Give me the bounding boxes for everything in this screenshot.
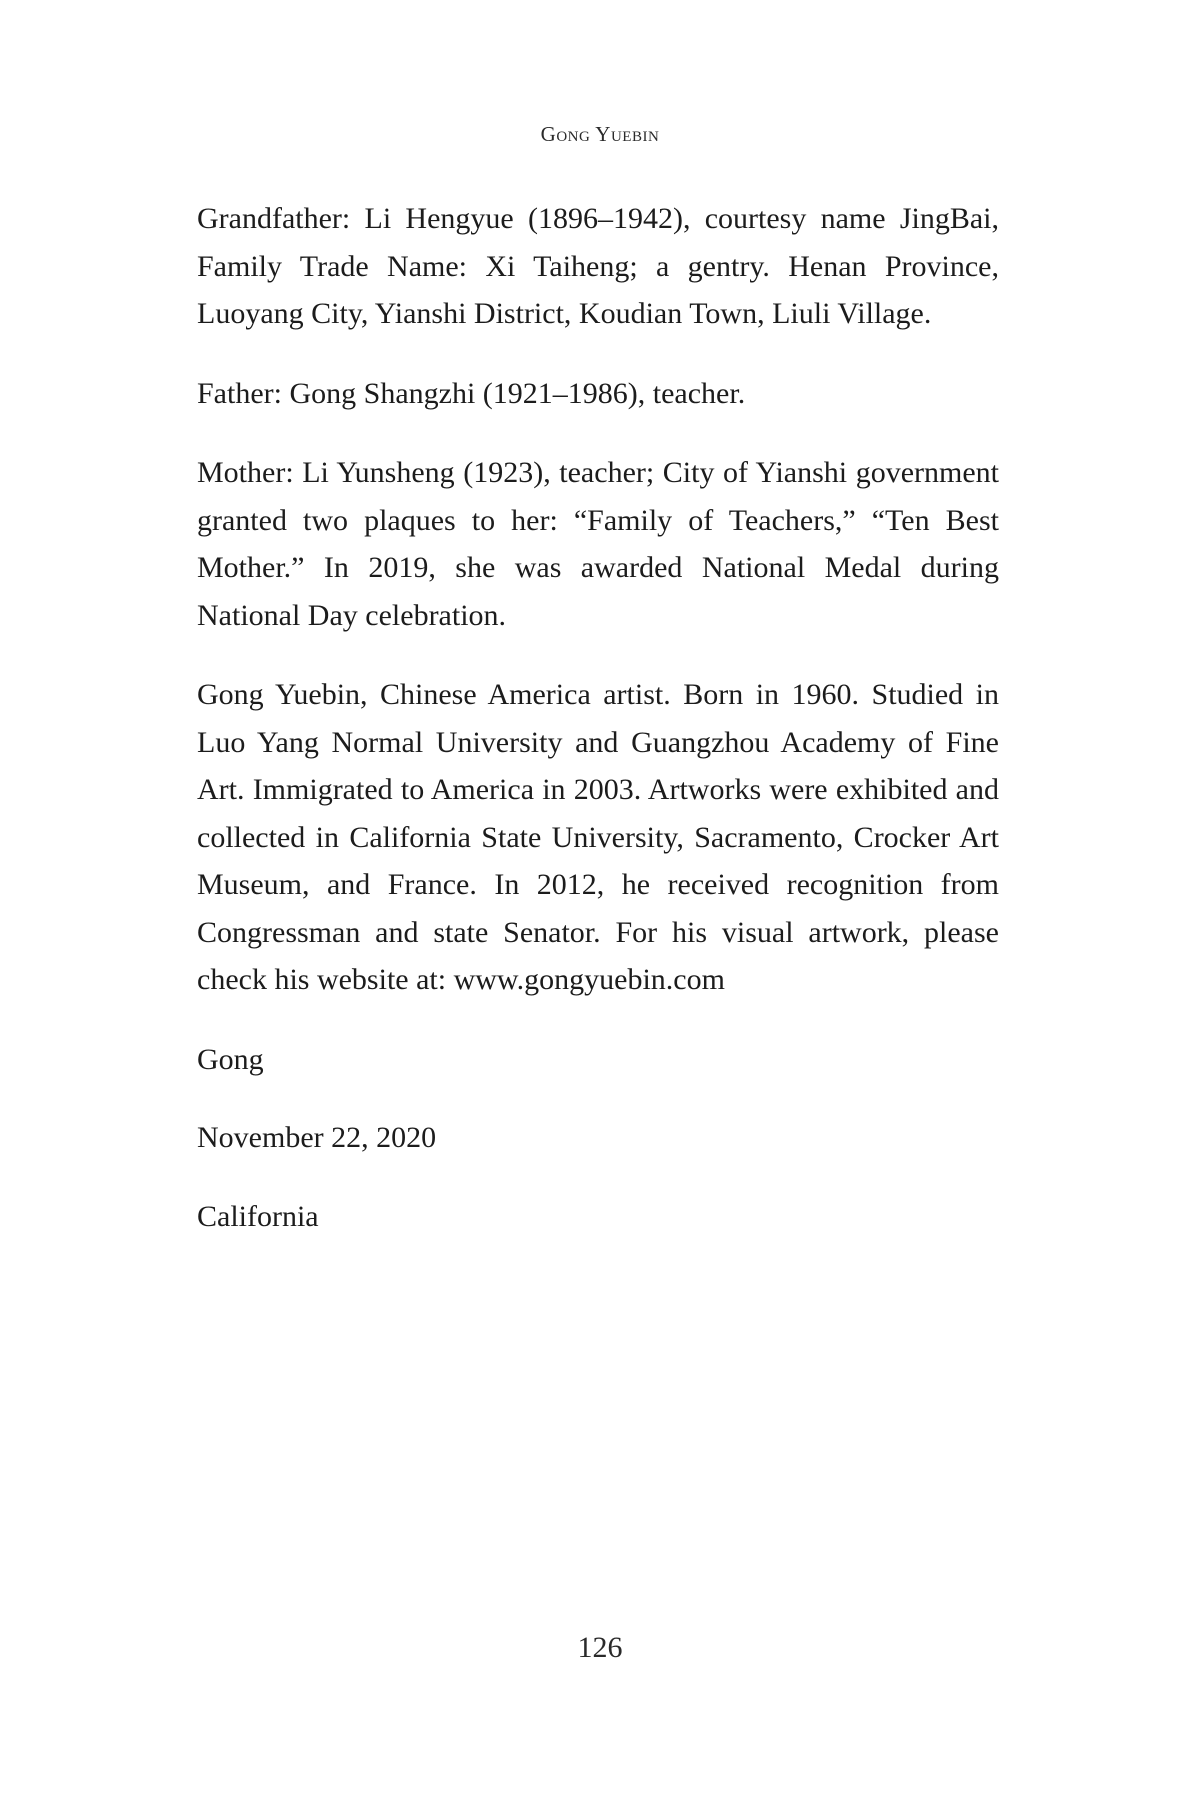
page-number: 126: [577, 1631, 623, 1664]
signature-place: California: [197, 1199, 319, 1233]
signature-name: Gong: [197, 1042, 264, 1076]
paragraph-father: Father: Gong Shangzhi (1921–1986), teacher.: [197, 376, 746, 410]
paragraph-grandfather: Grandfather: Li Hengyue (1896–1942), courtesy name JingBai, Family Trade Name: Xi Taiheng; a gentry. Henan Province, Luoyang City, Yianshi District, Koudian Town, Liuli Village.: [197, 202, 999, 330]
running-head: Gong Yuebin: [540, 122, 660, 146]
paragraph-biography: Gong Yuebin, Chinese America artist. Born in 1960. Studied in Luo Yang Normal University and Guangzhou Academy of Fine Art. Immigrated to America in 2003. Artworks were exhibited and collected in California State University, Sacramento, Crocker Art Museum, and France. In 2012, he received recognition from Congressman and state Senator. For his visual artwork, please check his website at: www.gongyuebin.com: [197, 678, 999, 996]
body-text: [197, 195, 999, 1271]
paragraph-mother: Mother: Li Yunsheng (1923), teacher; City of Yianshi government granted two plaques to her: “Family of Teachers,” “Ten Best Mother.” In 2019, she was awarded National Medal during National Day celebration.: [197, 456, 999, 632]
signature-date: November 22, 2020: [197, 1121, 437, 1154]
